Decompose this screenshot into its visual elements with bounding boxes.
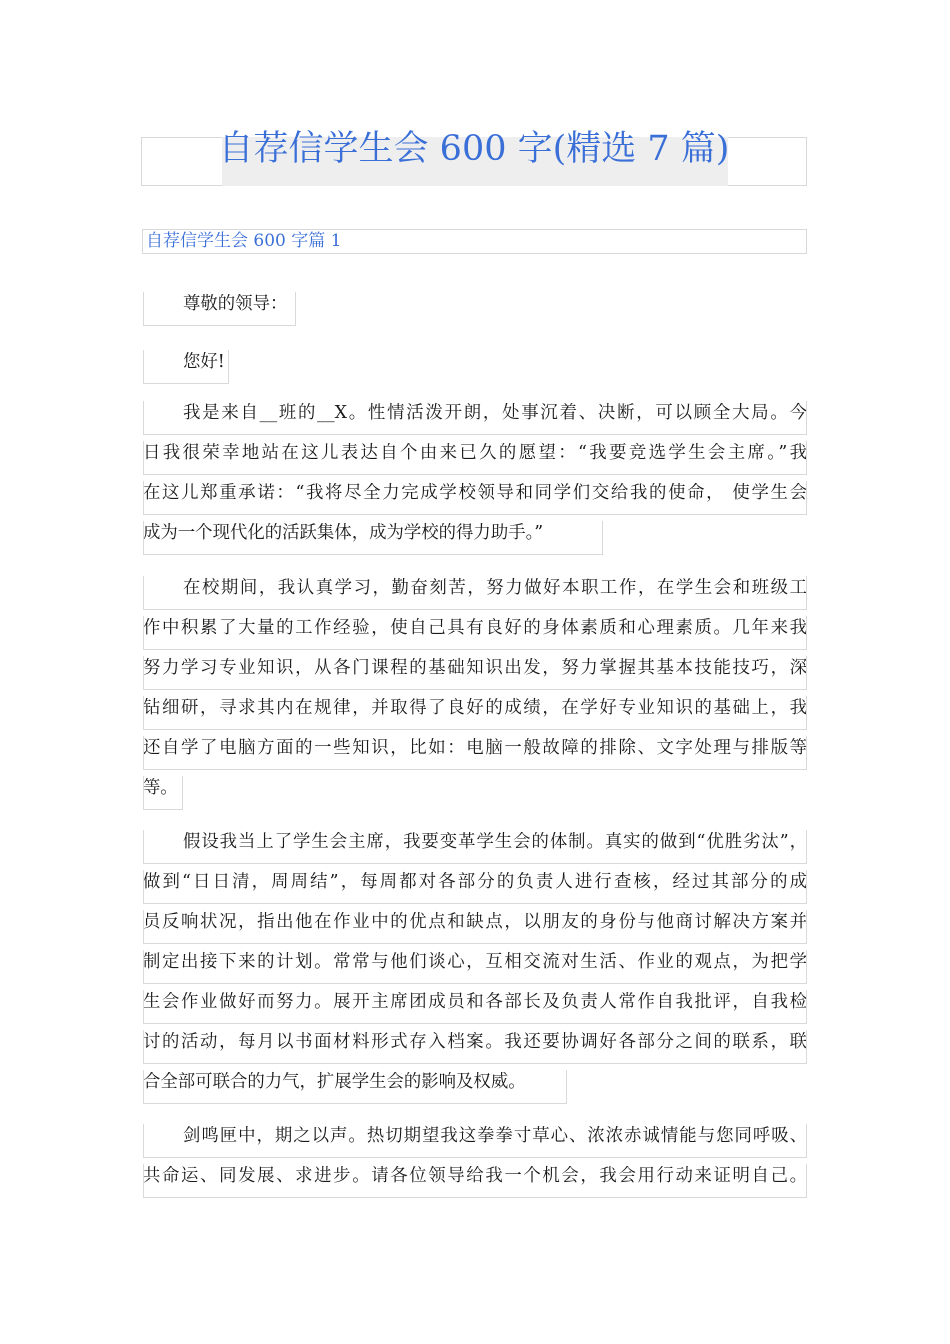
paragraph-line: 剑鸣匣中，期之以声。热切期望我这拳拳寸草心、浓浓赤诚情能与您同呼吸、 <box>143 1118 807 1158</box>
paragraph-line: 生会作业做好而努力。展开主席团成员和各部长及负责人常作自我批评，自我检 <box>143 984 807 1024</box>
salutation-paragraph <box>143 344 807 384</box>
section-heading: 自荐信学生会 600 字篇 1 <box>142 229 807 254</box>
salutation-line: 您好! <box>143 344 229 384</box>
paragraph-line: 合全部可联合的力气，扩展学生会的影响及权威。 <box>143 1064 567 1104</box>
paragraph-line: 在校期间，我认真学习，勤奋刻苦，努力做好本职工作，在学生会和班级工 <box>143 570 807 610</box>
paragraph-line: 做到“日日清，周周结”，每周都对各部分的负责人进行查核，经过其部分的成 <box>143 864 807 904</box>
greeting-paragraph <box>143 286 807 326</box>
paragraph-line: 还自学了电脑方面的一些知识，比如：电脑一般故障的排除、文字处理与排版等 <box>143 730 807 770</box>
paragraph-line: 员反响状况，指出他在作业中的优点和缺点，以朋友的身份与他商讨解决方案并 <box>143 904 807 944</box>
paragraph-line: 共命运、同发展、求进步。请各位领导给我一个机会，我会用行动来证明自己。 <box>143 1158 807 1198</box>
paragraph-line: 讨的活动，每月以书面材料形式存入档案。我还要协调好各部分之间的联系，联 <box>143 1024 807 1064</box>
paragraph-line: 努力学习专业知识，从各门课程的基础知识出发，努力掌握其基本技能技巧，深 <box>143 650 807 690</box>
document-title: 自荐信学生会 600 字(精选 7 篇) <box>218 129 730 169</box>
paragraph-line: 假设我当上了学生会主席，我要变革学生会的体制。真实的做到“优胜劣汰”， <box>143 824 807 864</box>
paragraph-1 <box>143 395 807 555</box>
paragraph-3 <box>143 824 807 1104</box>
paragraph-4 <box>143 1118 807 1198</box>
paragraph-2 <box>143 570 807 810</box>
paragraph-line: 成为一个现代化的活跃集体，成为学校的得力助手。” <box>143 515 603 555</box>
greeting-line: 尊敬的领导： <box>143 286 296 326</box>
paragraph-line: 在这儿郑重承诺：“我将尽全力完成学校领导和同学们交给我的使命， 使学生会 <box>143 475 807 515</box>
paragraph-line: 等。 <box>143 770 183 810</box>
paragraph-line: 日我很荣幸地站在这儿表达自个由来已久的愿望：“我要竞选学生会主席。”我 <box>143 435 807 475</box>
paragraph-line: 制定出接下来的计划。常常与他们谈心，互相交流对生活、作业的观点，为把学 <box>143 944 807 984</box>
paragraph-line: 我是来自__班的__X。性情活泼开朗，处事沉着、决断，可以顾全大局。今 <box>143 395 807 435</box>
paragraph-line: 钻细研，寻求其内在规律，并取得了良好的成绩，在学好专业知识的基础上，我 <box>143 690 807 730</box>
paragraph-line: 作中积累了大量的工作经验，使自己具有良好的身体素质和心理素质。几年来我 <box>143 610 807 650</box>
